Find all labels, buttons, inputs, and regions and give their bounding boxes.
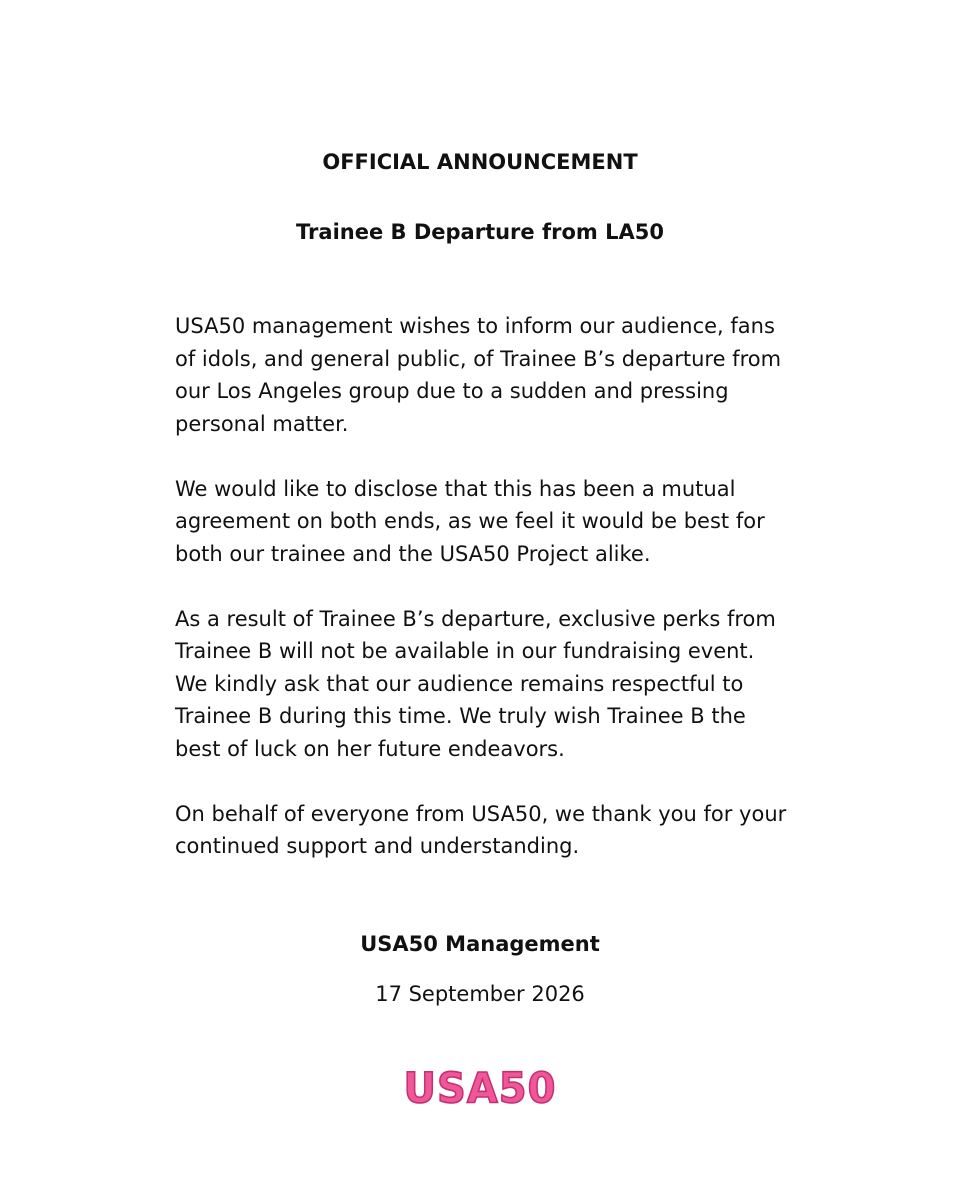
text-line: As a result of Trainee B’s departure, exclusive perks from: [175, 606, 776, 631]
announcement-date: 17 September 2026: [375, 982, 585, 1006]
signature: USA50 Management: [360, 932, 600, 956]
text-line: Trainee B during this time. We truly wish Trainee B the: [175, 704, 746, 728]
announcement-subtitle: Trainee B Departure from LA50: [296, 220, 664, 244]
usa50-logo: USA50: [403, 1064, 557, 1114]
text-line: Trainee B will not be available in our fundraising event.: [175, 639, 755, 663]
text-line: continued support and understanding.: [175, 834, 580, 858]
text-line: of idols, and general public, of Trainee B’s departure from: [175, 346, 782, 371]
paragraph-4: [175, 798, 795, 863]
text-line: agreement on both ends, as we feel it would be best for: [175, 509, 765, 533]
paragraph-1: [175, 310, 795, 440]
announcement-title: OFFICIAL ANNOUNCEMENT: [322, 150, 638, 174]
text-line: On behalf of everyone from USA50, we thank you for your: [175, 801, 787, 826]
text-line: We would like to disclose that this has been a mutual: [175, 476, 736, 501]
text-line: best of luck on her future endeavors.: [175, 736, 565, 761]
text-line: We kindly ask that our audience remains respectful to: [175, 671, 744, 696]
text-line: our Los Angeles group due to a sudden and pressing: [175, 379, 729, 403]
text-line: USA50 management wishes to inform our audience, fans: [175, 314, 775, 338]
paragraph-2: [175, 473, 795, 571]
text-line: both our trainee and the USA50 Project alike.: [175, 541, 651, 566]
text-line: personal matter.: [175, 411, 349, 436]
paragraph-3: [175, 603, 795, 766]
announcement-body: [175, 310, 795, 895]
